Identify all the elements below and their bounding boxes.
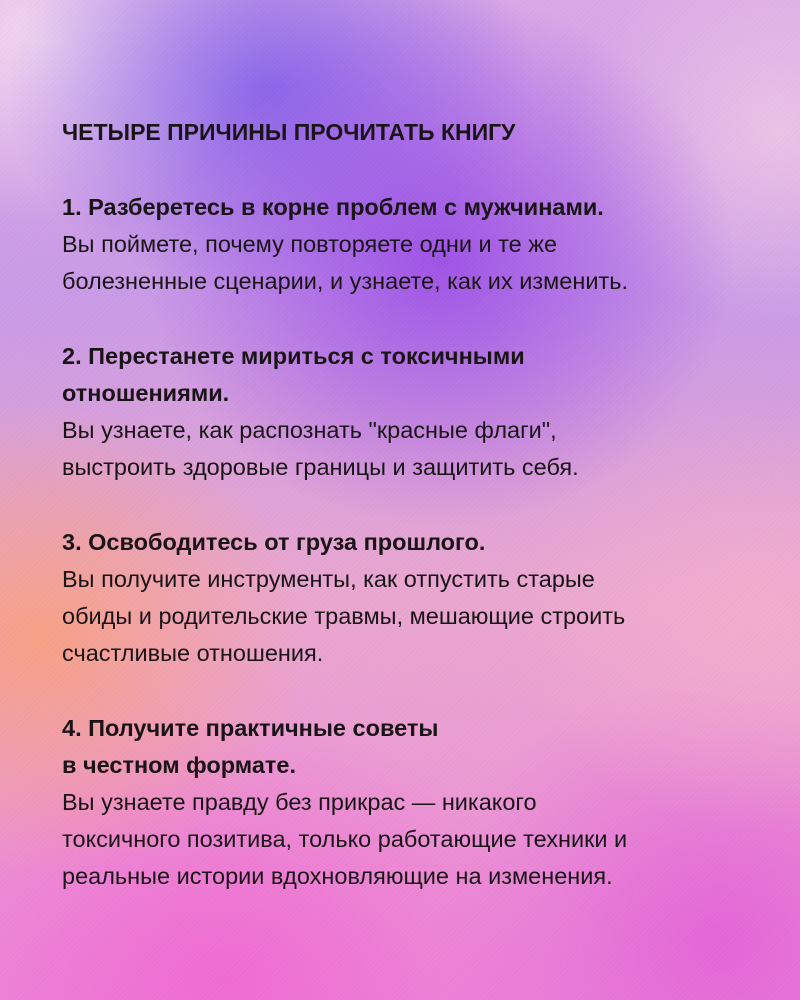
- reason-heading-line: 3. Освободитесь от груза прошлого.: [62, 529, 486, 555]
- reason-description-line: реальные истории вдохновляющие на изменения.: [62, 863, 613, 889]
- reason-description: [62, 412, 762, 486]
- reason-description-line: Вы получите инструменты, как отпустить старые: [62, 566, 595, 592]
- reason-item-1: [62, 189, 762, 300]
- reason-description-line: Вы узнаете, как распознать "красные флаги",: [62, 417, 557, 443]
- reason-heading-line: 2. Перестанете мириться с токсичными: [62, 343, 525, 369]
- reason-heading-line: в честном формате.: [62, 752, 297, 778]
- reason-item-3: [62, 524, 762, 672]
- reason-heading-line: 1. Разберетесь в корне проблем с мужчинами.: [62, 194, 604, 220]
- reason-heading: [62, 710, 762, 784]
- reason-description: [62, 784, 762, 895]
- reason-heading: [62, 189, 762, 226]
- reason-heading-line: 4. Получите практичные советы: [62, 715, 439, 741]
- reason-description-line: болезненные сценарии, и узнаете, как их изменить.: [62, 268, 628, 294]
- reason-description-line: токсичного позитива, только работающие техники и: [62, 826, 628, 852]
- page-title: ЧЕТЫРЕ ПРИЧИНЫ ПРОЧИТАТЬ КНИГУ: [62, 119, 516, 145]
- reason-item-2: [62, 338, 762, 486]
- reason-heading-line: отношениями.: [62, 380, 230, 406]
- reason-heading: [62, 524, 762, 561]
- reasons-card: [62, 113, 762, 895]
- reason-description-line: Вы поймете, почему повторяете одни и те же: [62, 231, 558, 257]
- reason-item-4: [62, 710, 762, 895]
- reason-description: [62, 226, 762, 300]
- reason-description-line: выстроить здоровые границы и защитить себя.: [62, 454, 579, 480]
- reason-description: [62, 561, 762, 672]
- reason-heading: [62, 338, 762, 412]
- reason-description-line: Вы узнаете правду без прикрас — никакого: [62, 789, 537, 815]
- reason-description-line: счастливые отношения.: [62, 640, 324, 666]
- reason-description-line: обиды и родительские травмы, мешающие строить: [62, 603, 626, 629]
